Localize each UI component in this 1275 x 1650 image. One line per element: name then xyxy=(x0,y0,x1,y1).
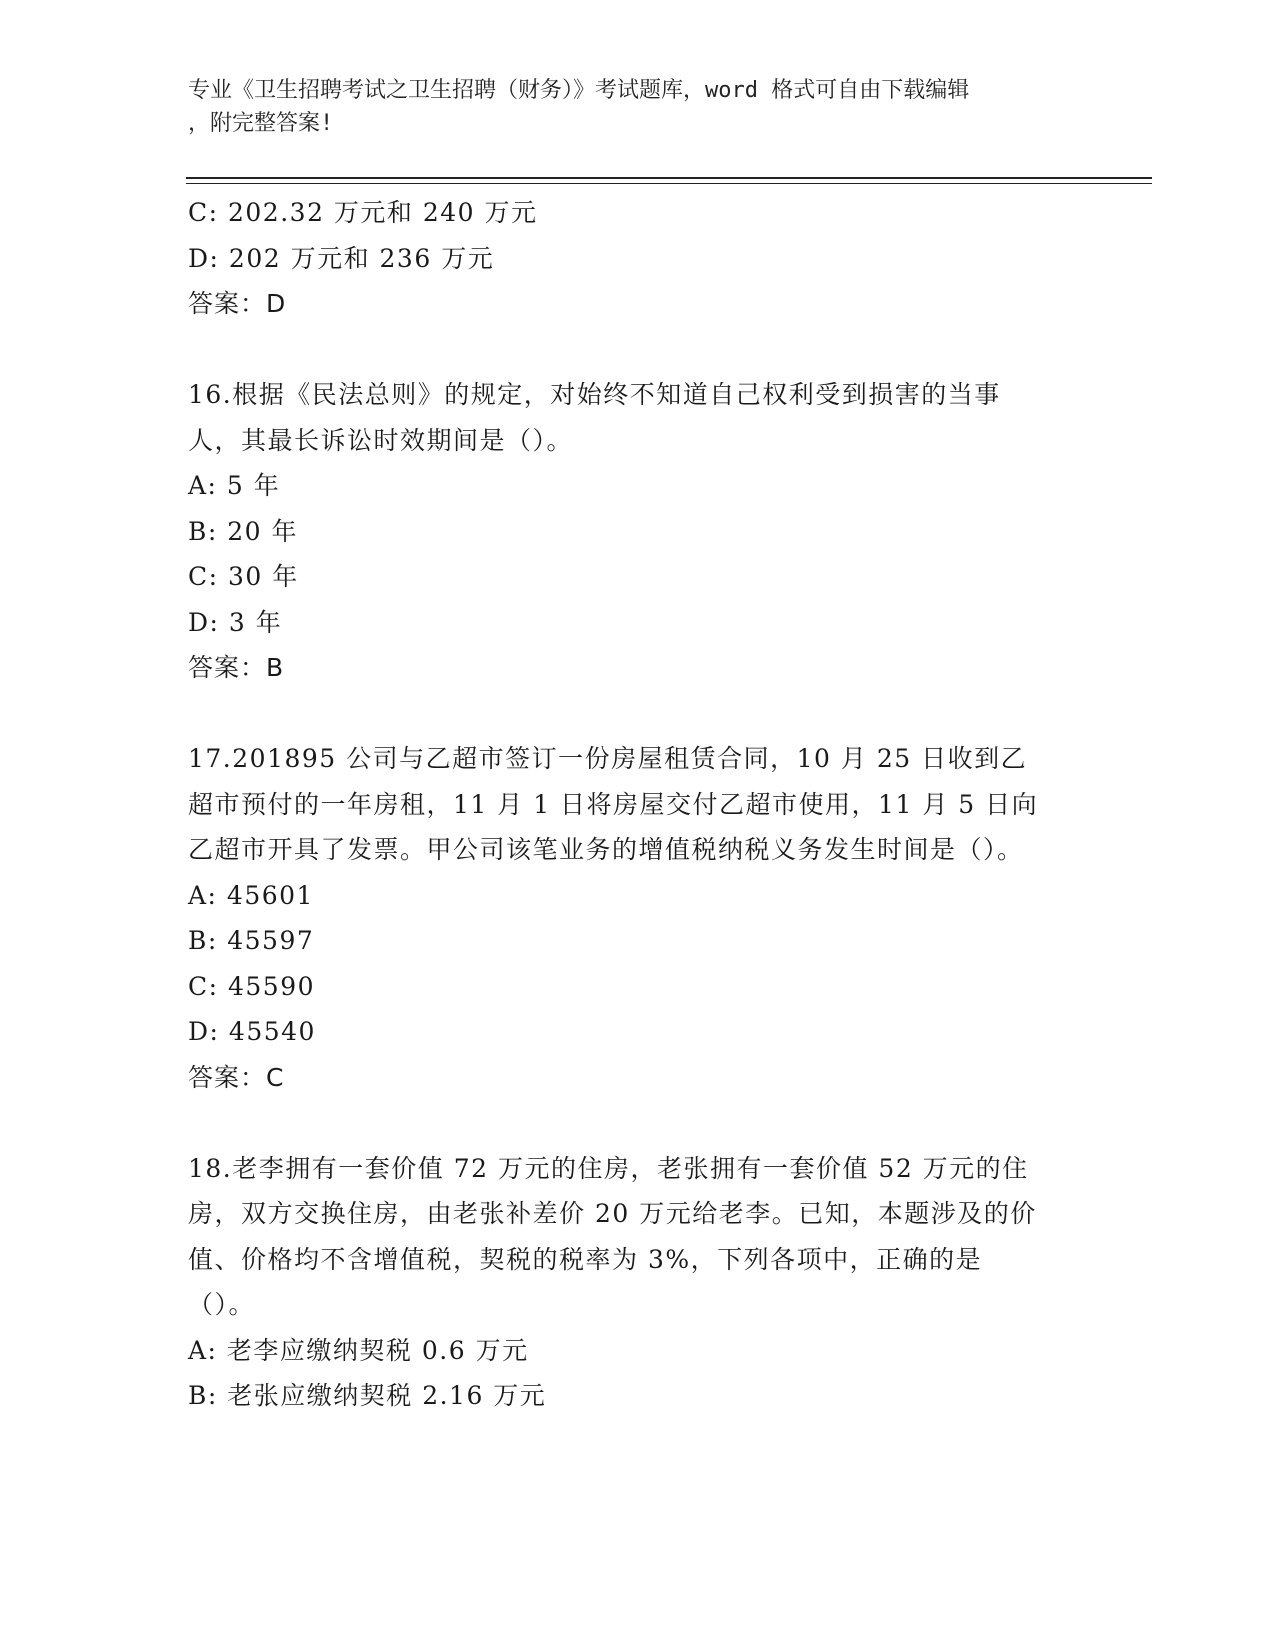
question-15-continued xyxy=(188,190,1088,327)
header-divider-thick xyxy=(186,177,1152,179)
option-c: C: 202.32 万元和 240 万元 xyxy=(188,198,538,227)
option-d: D: 202 万元和 236 万元 xyxy=(188,243,495,273)
option-a: A: 45601 xyxy=(188,880,314,910)
document-body xyxy=(188,190,1088,1419)
header-line-1: 专业《卫生招聘考试之卫生招聘（财务）》考试题库，word 格式可自由下载编辑 xyxy=(188,78,970,103)
question-stem: 18.老李拥有一套价值 72 万元的住房，老张拥有一套价值 52 万元的住房，双方交换住房，由老张补差价 20 万元给老李。已知，本题涉及的价值、价格均不含增值税，契税的税率为 3%，下列各项中，正确的是（）。 xyxy=(188,1153,1037,1319)
option-c: C: 45590 xyxy=(188,971,316,1001)
question-16 xyxy=(188,372,1088,691)
question-stem: 16.根据《民法总则》的规定，对始终不知道自己权利受到损害的当事人，其最长诉讼时效期间是（）。 xyxy=(188,380,1001,455)
question-stem: 17.201895 公司与乙超市签订一份房屋租赁合同，10 月 25 日收到乙超市预付的一年房租，11 月 1 日将房屋交付乙超市使用，11 月 5 日向乙超市开具了发票。甲公司该笔业务的增值税纳税义务发生时间是（）。 xyxy=(188,744,1039,864)
option-d: D: 45540 xyxy=(188,1017,316,1046)
header-divider-thin xyxy=(186,183,1152,184)
answer-line: 答案：C xyxy=(188,1062,285,1092)
question-18 xyxy=(188,1146,1088,1419)
option-b: B: 45597 xyxy=(188,926,315,955)
question-17 xyxy=(188,736,1088,1100)
option-c: C: 30 年 xyxy=(188,562,299,591)
option-b: B: 20 年 xyxy=(188,516,298,546)
option-a: A: 5 年 xyxy=(188,471,281,500)
answer-line: 答案：B xyxy=(188,653,285,682)
option-b: B: 老张应缴纳契税 2.16 万元 xyxy=(188,1381,547,1410)
answer-line: 答案：D xyxy=(188,289,287,318)
header-line-2: ，附完整答案! xyxy=(188,111,334,136)
option-a: A: 老李应缴纳契税 0.6 万元 xyxy=(188,1335,529,1365)
option-d: D: 3 年 xyxy=(188,607,283,637)
document-header xyxy=(188,74,1068,140)
